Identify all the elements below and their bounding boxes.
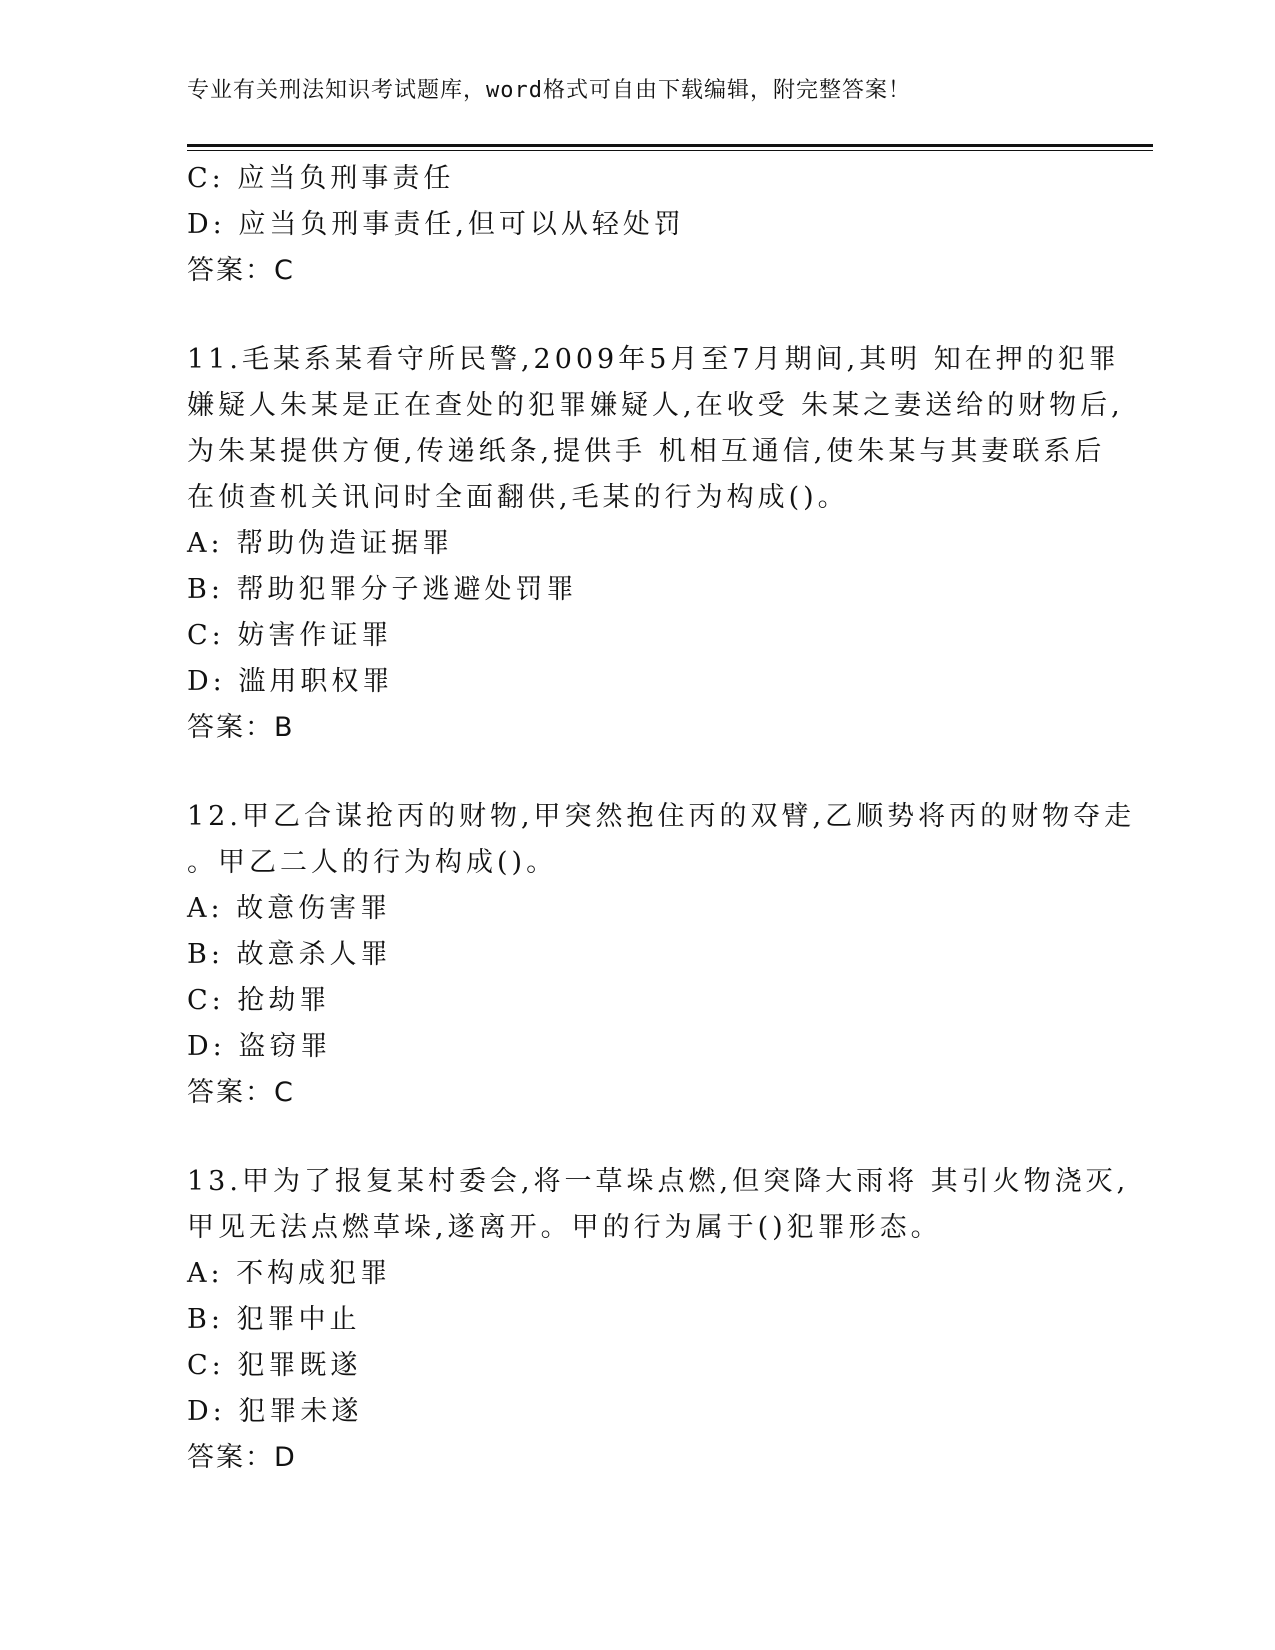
option-a: A: 故意伤害罪	[187, 893, 392, 924]
option-b: B: 故意杀人罪	[187, 939, 392, 970]
spacer	[187, 294, 1087, 337]
answer-line: 答案：C	[187, 1077, 295, 1108]
option-a: A: 帮助伪造证据罪	[187, 528, 454, 559]
answer-line: 答案：C	[187, 255, 295, 286]
option-d: D: 犯罪未遂	[187, 1396, 363, 1427]
option-d: D: 滥用职权罪	[187, 666, 394, 697]
option-c: C: 犯罪既遂	[187, 1350, 362, 1381]
option-c: C: 妨害作证罪	[187, 620, 393, 651]
option-c: C: 抢劫罪	[187, 985, 331, 1016]
header-rule-thick	[187, 144, 1153, 147]
page-header: 专业有关刑法知识考试题库，word格式可自由下载编辑，附完整答案！	[187, 78, 911, 103]
header-rule-thin	[187, 150, 1153, 151]
question-stem-line: 嫌疑人朱某是正在查处的犯罪嫌疑人,在收受 朱某之妻送给的财物后,	[187, 390, 1124, 421]
question-stem-line: 在侦查机关讯问时全面翻供,毛某的行为构成()。	[187, 482, 849, 513]
question-stem-line: 为朱某提供方便,传递纸条,提供手 机相互通信,使朱某与其妻联系后	[187, 436, 1106, 467]
option-d: D: 应当负刑事责任,但可以从轻处罚	[187, 209, 685, 240]
question-stem-line: 。甲乙二人的行为构成()。	[187, 847, 558, 878]
option-a: A: 不构成犯罪	[187, 1258, 392, 1289]
question-stem-line: 11.毛某系某看守所民警,2009年5月至7月期间,其明 知在押的犯罪	[187, 344, 1120, 375]
option-c: C: 应当负刑事责任	[187, 163, 455, 194]
spacer	[187, 751, 1087, 794]
answer-line: 答案：B	[187, 712, 295, 743]
option-d: D: 盗窃罪	[187, 1031, 332, 1062]
answer-line: 答案：D	[187, 1442, 297, 1473]
option-b: B: 犯罪中止	[187, 1304, 361, 1335]
question-stem-line: 12.甲乙合谋抢丙的财物,甲突然抱住丙的双臂,乙顺势将丙的财物夺走	[187, 801, 1136, 832]
question-stem-line: 甲见无法点燃草垛,遂离开。甲的行为属于()犯罪形态。	[187, 1212, 942, 1243]
question-content	[187, 156, 1136, 1481]
spacer	[187, 1116, 1087, 1159]
question-stem-line: 13.甲为了报复某村委会,将一草垛点燃,但突降大雨将 其引火物浇灭,	[187, 1166, 1130, 1197]
option-b: B: 帮助犯罪分子逃避处罚罪	[187, 574, 578, 605]
